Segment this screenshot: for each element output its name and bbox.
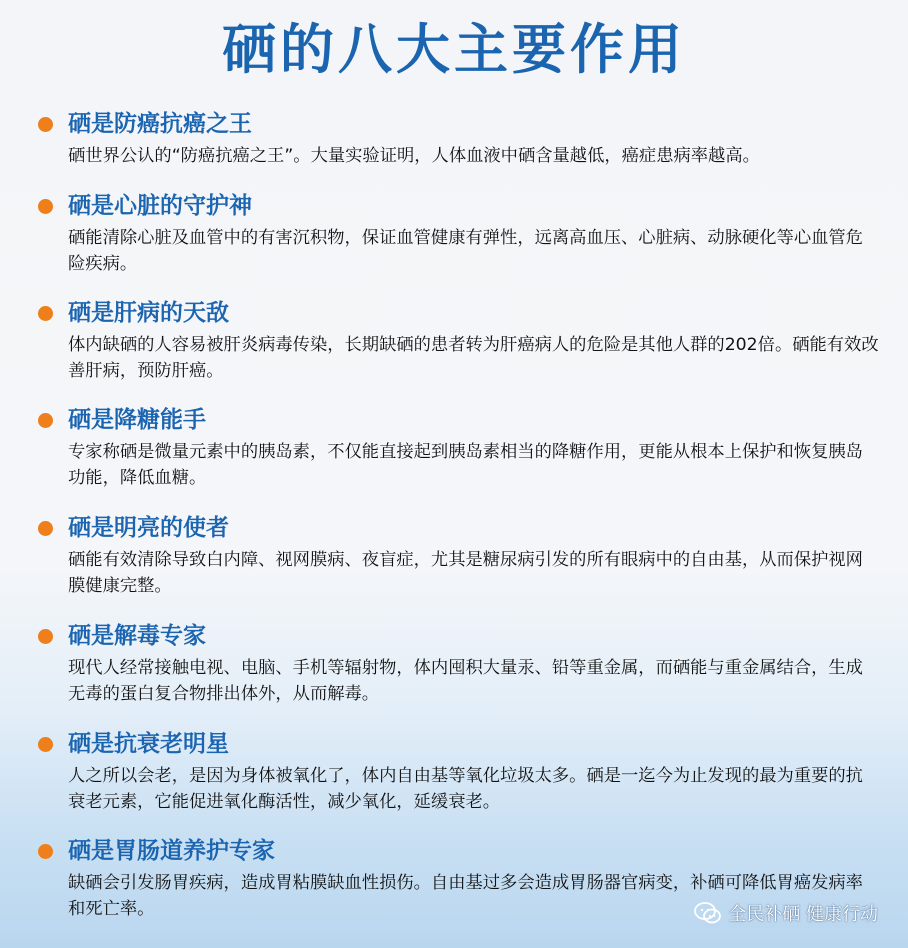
item-description: 现代人经常接触电视、电脑、手机等辐射物，体内囤积大量汞、铅等重金属，而硒能与重金属结合，生成无毒的蛋白复合物排出体外，从而解毒。 bbox=[68, 658, 863, 704]
bullet-dot-icon bbox=[38, 199, 53, 214]
item-description: 硒能有效清除导致白内障、视网膜病、夜盲症，尤其是糖尿病引发的所有眼病中的自由基，从而保护视网膜健康完整。 bbox=[68, 550, 863, 596]
bullet-dot-icon bbox=[38, 521, 53, 536]
bullet-dot-icon bbox=[38, 413, 53, 428]
bullet-dot-icon bbox=[38, 844, 53, 859]
item-heading: 硒是肝病的天敌 bbox=[68, 300, 229, 326]
bullet-dot-icon bbox=[38, 306, 53, 321]
item-description: 专家称硒是微量元素中的胰岛素，不仅能直接起到胰岛素相当的降糖作用，更能从根本上保护和恢复胰岛功能，降低血糖。 bbox=[68, 442, 863, 488]
item-heading: 硒是明亮的使者 bbox=[68, 515, 229, 541]
item-heading: 硒是抗衰老明星 bbox=[68, 731, 229, 757]
bullet-dot-icon bbox=[38, 629, 53, 644]
wechat-icon bbox=[694, 902, 722, 924]
watermark bbox=[694, 900, 878, 926]
item-description: 缺硒会引发肠胃疾病，造成胃粘膜缺血性损伤。自由基过多会造成胃肠器官病变，补硒可降低胃癌发病率和死亡率。 bbox=[68, 873, 863, 919]
item-heading: 硒是心脏的守护神 bbox=[68, 193, 252, 219]
item-description: 硒世界公认的“防癌抗癌之王”。大量实验证明，人体血液中硒含量越低，癌症患病率越高。 bbox=[68, 146, 760, 166]
item-heading: 硒是防癌抗癌之王 bbox=[68, 111, 252, 137]
item-description: 体内缺硒的人容易被肝炎病毒传染，长期缺硒的患者转为肝癌病人的危险是其他人群的202倍。硒能有效改善肝病，预防肝癌。 bbox=[68, 335, 879, 381]
page-title: 硒的八大主要作用 bbox=[222, 18, 686, 81]
bullet-dot-icon bbox=[38, 117, 53, 132]
watermark-text: 全民补硒 健康行动 bbox=[728, 904, 878, 925]
item-description: 人之所以会老，是因为身体被氧化了，体内自由基等氧化垃圾太多。硒是一迄今为止发现的最为重要的抗衰老元素，它能促进氧化酶活性，减少氧化，延缓衰老。 bbox=[68, 766, 863, 812]
item-description: 硒能清除心脏及血管中的有害沉积物，保证血管健康有弹性，远离高血压、心脏病、动脉硬化等心血管危险疾病。 bbox=[68, 228, 863, 274]
bullet-dot-icon bbox=[38, 737, 53, 752]
item-heading: 硒是降糖能手 bbox=[68, 407, 206, 433]
item-heading: 硒是解毒专家 bbox=[68, 623, 206, 649]
item-heading: 硒是胃肠道养护专家 bbox=[68, 838, 275, 864]
